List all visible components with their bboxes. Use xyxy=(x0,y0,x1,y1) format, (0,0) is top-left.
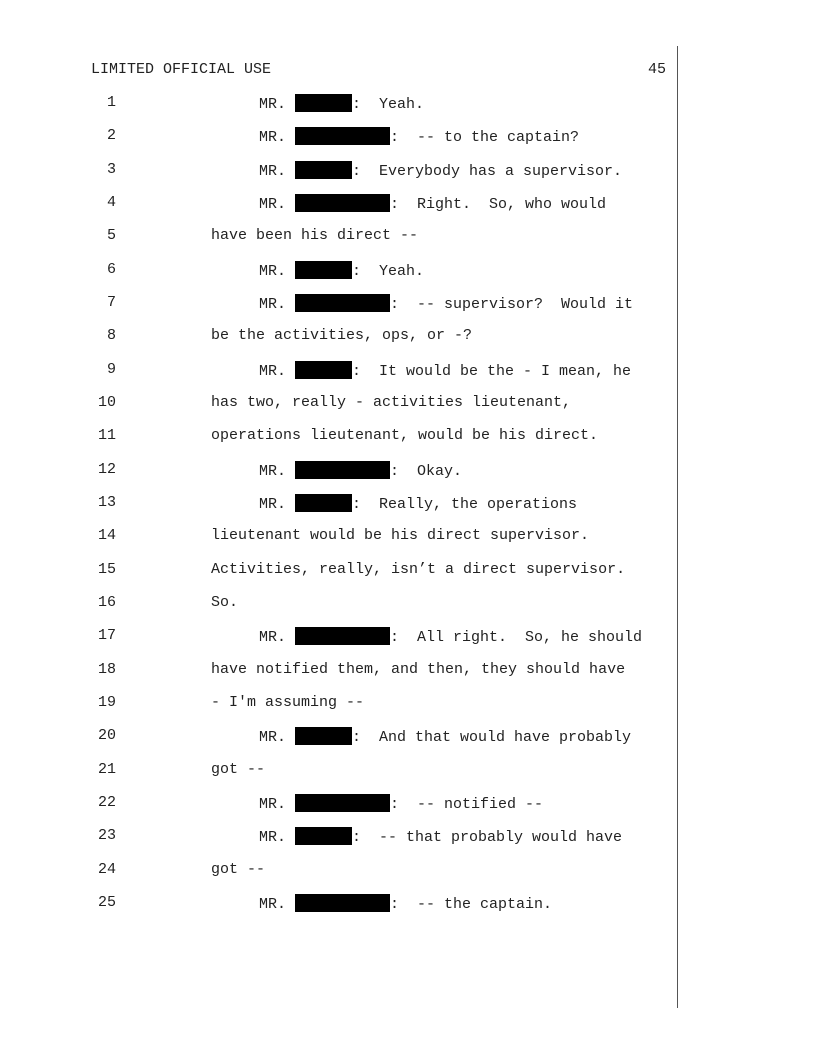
transcript-line xyxy=(0,394,816,427)
line-number: 3 xyxy=(106,161,116,178)
speaker-line xyxy=(259,361,631,380)
speaker-prefix: MR. xyxy=(259,463,296,480)
line-text: have notified them, and then, they should have xyxy=(211,661,626,678)
line-text: have been his direct -- xyxy=(211,227,419,244)
speaker-prefix: MR. xyxy=(259,896,296,913)
line-number: 17 xyxy=(97,627,116,644)
line-number: 15 xyxy=(97,561,116,578)
speaker-line xyxy=(259,161,622,180)
speaker-prefix: MR. xyxy=(259,496,296,513)
line-number: 5 xyxy=(106,227,116,244)
line-text: : -- notified -- xyxy=(390,796,544,813)
transcript-line xyxy=(0,461,816,494)
transcript-line xyxy=(0,727,816,760)
transcript-line xyxy=(0,194,816,227)
line-text: : -- the captain. xyxy=(390,896,553,913)
redaction-box xyxy=(295,827,352,845)
line-number: 25 xyxy=(97,894,116,911)
line-text: : -- supervisor? Would it xyxy=(390,296,634,313)
line-text: : Okay. xyxy=(390,463,463,480)
speaker-line xyxy=(259,827,622,846)
transcript-line xyxy=(0,361,816,394)
transcript-line xyxy=(0,327,816,360)
line-number: 8 xyxy=(106,327,116,344)
transcript-line xyxy=(0,861,816,894)
speaker-prefix: MR. xyxy=(259,629,296,646)
line-number: 19 xyxy=(97,694,116,711)
speaker-prefix: MR. xyxy=(259,363,296,380)
speaker-line xyxy=(259,294,633,313)
line-number: 22 xyxy=(97,794,116,811)
line-text: : Everybody has a supervisor. xyxy=(352,163,623,180)
line-number: 7 xyxy=(106,294,116,311)
speaker-prefix: MR. xyxy=(259,796,296,813)
line-text: So. xyxy=(211,594,239,611)
speaker-line xyxy=(259,727,631,746)
speaker-line xyxy=(259,461,462,480)
page-number: 45 xyxy=(647,61,666,78)
speaker-line xyxy=(259,261,424,280)
speaker-line xyxy=(259,94,424,113)
speaker-prefix: MR. xyxy=(259,829,296,846)
transcript-line xyxy=(0,427,816,460)
line-number: 23 xyxy=(97,827,116,844)
line-text: - I'm assuming -- xyxy=(211,694,365,711)
speaker-line xyxy=(259,794,543,813)
line-text: has two, really - activities lieutenant, xyxy=(211,394,572,411)
transcript-line xyxy=(0,627,816,660)
line-number: 16 xyxy=(97,594,116,611)
line-number: 20 xyxy=(97,727,116,744)
redaction-box xyxy=(295,794,390,812)
speaker-line xyxy=(259,194,606,213)
redaction-box xyxy=(295,161,352,179)
speaker-line xyxy=(259,494,577,513)
redaction-box xyxy=(295,94,352,112)
transcript-line xyxy=(0,527,816,560)
redaction-box xyxy=(295,261,352,279)
line-number: 1 xyxy=(106,94,116,111)
line-number: 21 xyxy=(97,761,116,778)
speaker-line xyxy=(259,127,579,146)
speaker-line xyxy=(259,894,552,913)
speaker-prefix: MR. xyxy=(259,129,296,146)
transcript-line xyxy=(0,827,816,860)
redaction-box xyxy=(295,361,352,379)
line-number: 10 xyxy=(97,394,116,411)
transcript-line xyxy=(0,894,816,927)
speaker-line xyxy=(259,627,642,646)
redaction-box xyxy=(295,627,390,645)
line-text: : And that would have probably xyxy=(352,729,632,746)
line-number: 9 xyxy=(106,361,116,378)
line-text: lieutenant would be his direct supervisor. xyxy=(211,527,590,544)
line-number: 14 xyxy=(97,527,116,544)
speaker-prefix: MR. xyxy=(259,729,296,746)
classification-marking: LIMITED OFFICIAL USE xyxy=(91,61,272,78)
transcript-line xyxy=(0,294,816,327)
line-text: got -- xyxy=(211,761,266,778)
line-number: 12 xyxy=(97,461,116,478)
line-number: 18 xyxy=(97,661,116,678)
line-number: 2 xyxy=(106,127,116,144)
redaction-box xyxy=(295,127,390,145)
line-text: : Really, the operations xyxy=(352,496,578,513)
redaction-box xyxy=(295,194,390,212)
speaker-prefix: MR. xyxy=(259,296,296,313)
speaker-prefix: MR. xyxy=(259,163,296,180)
line-text: : All right. So, he should xyxy=(390,629,643,646)
speaker-prefix: MR. xyxy=(259,263,296,280)
line-text: : -- to the captain? xyxy=(390,129,580,146)
transcript-line xyxy=(0,127,816,160)
transcript-line xyxy=(0,694,816,727)
transcript-line xyxy=(0,761,816,794)
line-text: : -- that probably would have xyxy=(352,829,623,846)
speaker-prefix: MR. xyxy=(259,196,296,213)
line-text: operations lieutenant, would be his direct. xyxy=(211,427,599,444)
transcript-line xyxy=(0,161,816,194)
line-text: : Right. So, who would xyxy=(390,196,607,213)
line-number: 11 xyxy=(97,427,116,444)
line-number: 6 xyxy=(106,261,116,278)
line-text: : Yeah. xyxy=(352,96,425,113)
transcript-line xyxy=(0,227,816,260)
redaction-box xyxy=(295,461,390,479)
line-text: be the activities, ops, or -? xyxy=(211,327,473,344)
line-text: : It would be the - I mean, he xyxy=(352,363,632,380)
redaction-box xyxy=(295,494,352,512)
line-number: 24 xyxy=(97,861,116,878)
line-number: 4 xyxy=(106,194,116,211)
speaker-prefix: MR. xyxy=(259,96,296,113)
redaction-box xyxy=(295,727,352,745)
transcript-line xyxy=(0,261,816,294)
transcript-line xyxy=(0,661,816,694)
line-text: : Yeah. xyxy=(352,263,425,280)
redaction-box xyxy=(295,294,390,312)
transcript-line xyxy=(0,494,816,527)
transcript-line xyxy=(0,794,816,827)
redaction-box xyxy=(295,894,390,912)
line-number: 13 xyxy=(97,494,116,511)
line-text: Activities, really, isn’t a direct supervisor. xyxy=(211,561,626,578)
line-text: got -- xyxy=(211,861,266,878)
transcript-line xyxy=(0,94,816,127)
transcript-line xyxy=(0,561,816,594)
transcript-line xyxy=(0,594,816,627)
